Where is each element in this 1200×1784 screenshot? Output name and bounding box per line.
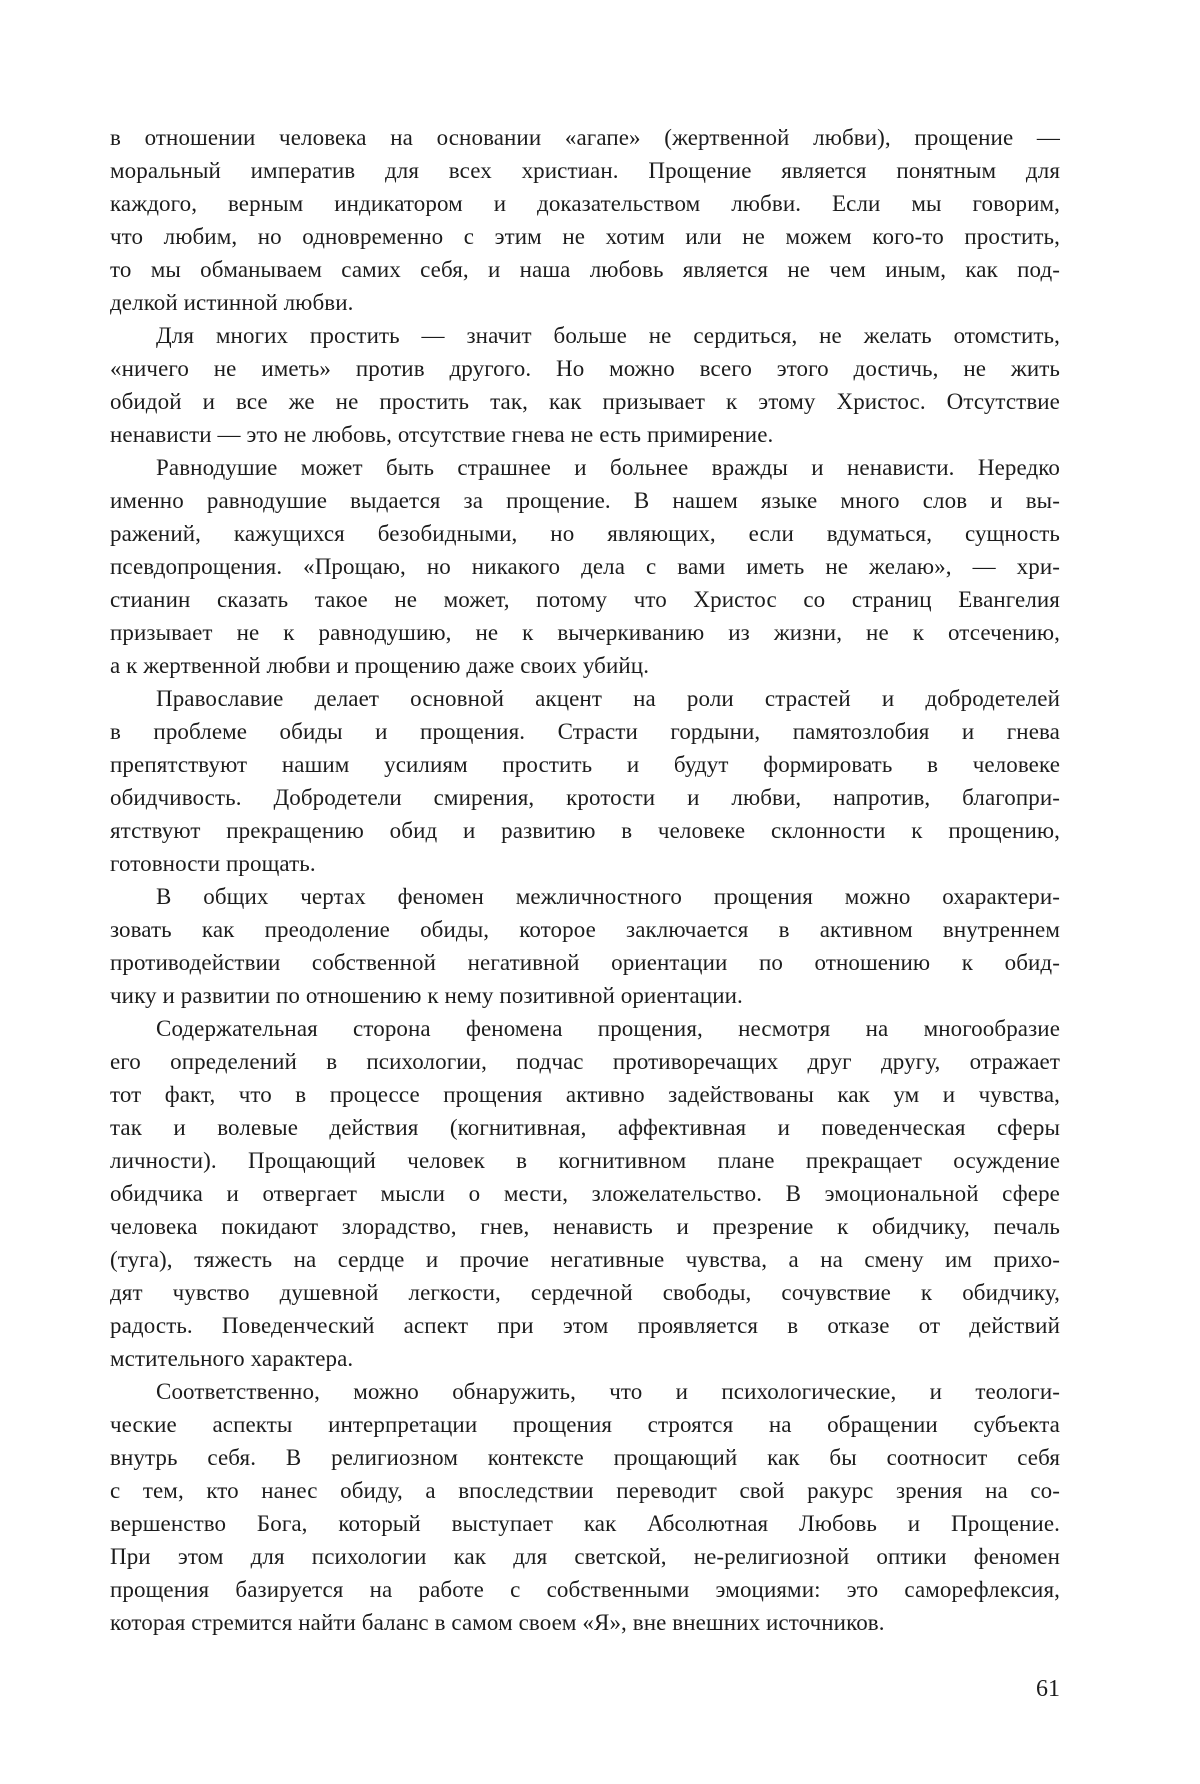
text-line: Для многих простить — значит больше не сердиться, не желать отомстить, <box>156 323 1060 348</box>
paragraph <box>110 682 1060 880</box>
text-line: стианин сказать такое не может, потому что Христос со страниц Евангелия <box>110 587 1060 612</box>
text-line: ятствуют прекращению обид и развитию в человеке склонности к прощению, <box>110 818 1060 843</box>
text-line: с тем, кто нанес обиду, а впоследствии переводит свой ракурс зрения на со- <box>110 1478 1060 1503</box>
text-line: так и волевые действия (когнитивная, аффективная и поведенческая сферы <box>110 1115 1060 1140</box>
text-line: что любим, но одновременно с этим не хотим или не можем кого-то простить, <box>110 224 1060 249</box>
text-line: Содержательная сторона феномена прощения, несмотря на многообразие <box>156 1016 1060 1041</box>
text-line: радость. Поведенческий аспект при этом проявляется в отказе от действий <box>110 1313 1060 1338</box>
text-line: тот факт, что в процессе прощения активно задействованы как ум и чувства, <box>110 1082 1060 1107</box>
text-line: моральный императив для всех христиан. Прощение является понятным для <box>110 158 1060 183</box>
text-line: препятствуют нашим усилиям простить и будут формировать в человеке <box>110 752 1060 777</box>
text-line: Равнодушие может быть страшнее и больнее вражды и ненависти. Нередко <box>156 455 1060 480</box>
text-line: (туга), тяжесть на сердце и прочие негативные чувства, а на смену им прихо- <box>110 1247 1060 1272</box>
text-line: призывает не к равнодушию, не к вычеркиванию из жизни, не к отсечению, <box>110 620 1060 645</box>
text-line: каждого, верным индикатором и доказательством любви. Если мы говорим, <box>110 191 1060 216</box>
text-line: готовности прощать. <box>110 851 316 876</box>
text-line: обидчика и отвергает мысли о мести, зложелательство. В эмоциональной сфере <box>110 1181 1060 1206</box>
text-line: «ничего не иметь» против другого. Но можно всего этого достичь, не жить <box>110 356 1060 381</box>
text-line: чику и развитии по отношению к нему позитивной ориентации. <box>110 983 743 1008</box>
text-line: именно равнодушие выдается за прощение. В нашем языке много слов и вы- <box>110 488 1060 513</box>
text-line: в отношении человека на основании «агапе» (жертвенной любви), прощение — <box>110 125 1060 150</box>
text-line: псевдопрощения. «Прощаю, но никакого дела с вами иметь не желаю», — хри- <box>110 554 1060 579</box>
text-line: мстительного характера. <box>110 1346 354 1371</box>
page-text <box>110 121 1060 1639</box>
paragraph <box>110 1375 1060 1639</box>
text-line: В общих чертах феномен межличностного прощения можно охарактери- <box>156 884 1060 909</box>
text-line: обидчивость. Добродетели смирения, кротости и любви, напротив, благопри- <box>110 785 1060 810</box>
text-line: в проблеме обиды и прощения. Страсти гордыни, памятозлобия и гнева <box>110 719 1060 744</box>
paragraph <box>110 451 1060 682</box>
paragraph <box>110 319 1060 451</box>
text-line: то мы обманываем самих себя, и наша любовь является не чем иным, как под- <box>110 257 1060 282</box>
text-line: а к жертвенной любви и прощению даже своих убийц. <box>110 653 650 678</box>
text-line: его определений в психологии, подчас противоречащих друг другу, отражает <box>110 1049 1060 1074</box>
text-line: человека покидают злорадство, гнев, ненависть и презрение к обидчику, печаль <box>110 1214 1060 1239</box>
text-line: прощения базируется на работе с собственными эмоциями: это саморефлексия, <box>110 1577 1060 1602</box>
text-line: обидой и все же не простить так, как призывает к этому Христос. Отсутствие <box>110 389 1060 414</box>
text-line: При этом для психологии как для светской, не-религиозной оптики феномен <box>110 1544 1060 1569</box>
paragraph <box>110 121 1060 319</box>
text-line: вершенство Бога, который выступает как Абсолютная Любовь и Прощение. <box>110 1511 1060 1536</box>
text-line: ражений, кажущихся безобидными, но являющих, если вдуматься, сущность <box>110 521 1060 546</box>
text-line: внутрь себя. В религиозном контексте прощающий как бы соотносит себя <box>110 1445 1060 1470</box>
text-line: зовать как преодоление обиды, которое заключается в активном внутреннем <box>110 917 1060 942</box>
text-line: ненависти — это не любовь, отсутствие гнева не есть примирение. <box>110 422 774 447</box>
text-line: личности). Прощающий человек в когнитивном плане прекращает осуждение <box>110 1148 1060 1173</box>
text-line: делкой истинной любви. <box>110 290 354 315</box>
page-number: 61 <box>1036 1676 1060 1702</box>
paragraph <box>110 880 1060 1012</box>
paragraph <box>110 1012 1060 1375</box>
text-line: противодействии собственной негативной ориентации по отношению к обид- <box>110 950 1060 975</box>
text-line: дят чувство душевной легкости, сердечной свободы, сочувствие к обидчику, <box>110 1280 1060 1305</box>
text-line: ческие аспекты интерпретации прощения строятся на обращении субъекта <box>110 1412 1060 1437</box>
text-line: Православие делает основной акцент на роли страстей и добродетелей <box>156 686 1060 711</box>
text-line: которая стремится найти баланс в самом своем «Я», вне внешних источников. <box>110 1610 885 1635</box>
text-line: Соответственно, можно обнаружить, что и психологические, и теологи- <box>156 1379 1060 1404</box>
